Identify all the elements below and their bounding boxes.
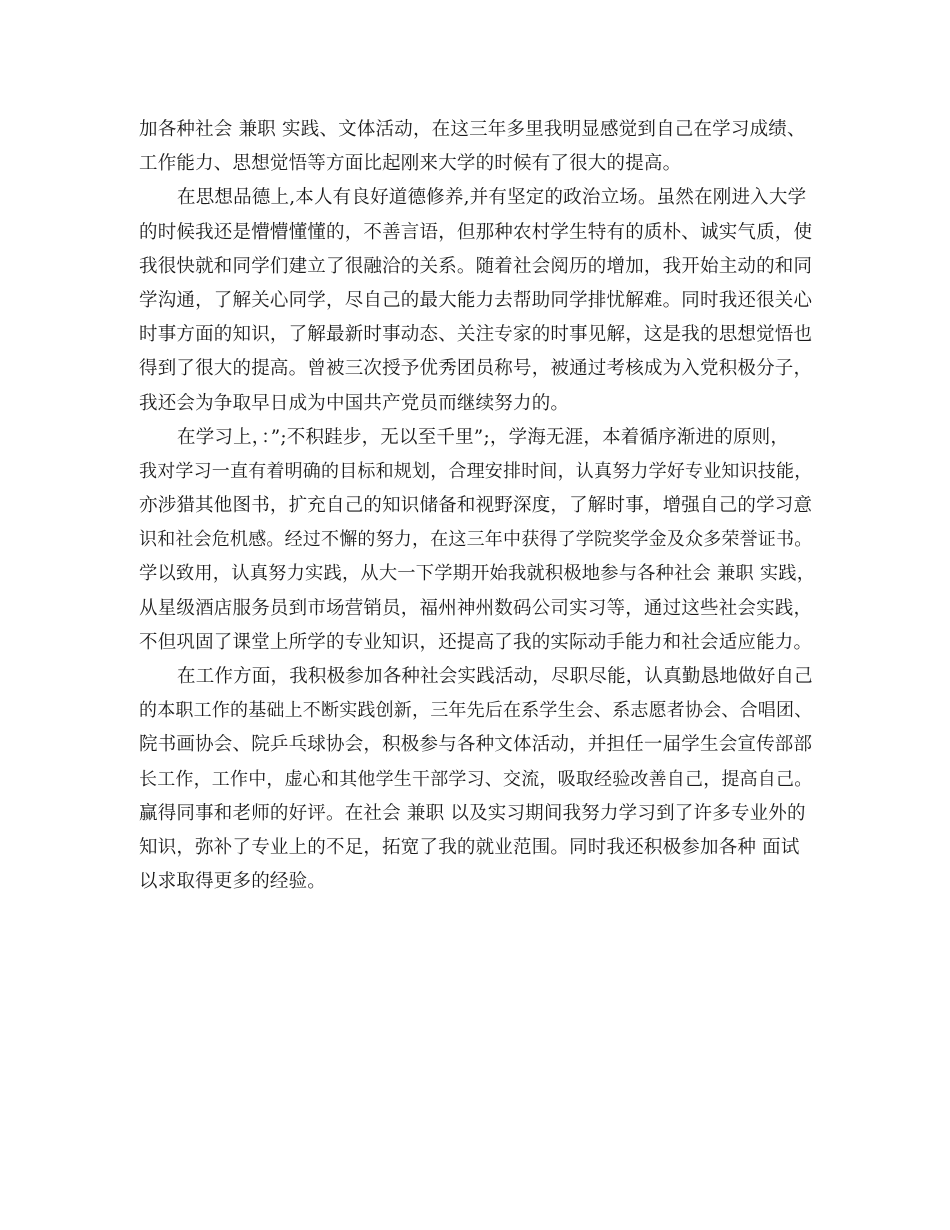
text-line: 在学习上，：”;不积跬步，无以至千里”;，学海无涯，本着循序渐进的原则， bbox=[177, 426, 790, 448]
text-line: 时事方面的知识，了解最新时事动态、关注专家的时事见解，这是我的思想觉悟也 bbox=[139, 324, 813, 346]
text-line: 院书画协会、院乒乓球协会，积极参与各种文体活动，并担任一届学生会宣传部部 bbox=[139, 734, 813, 756]
text-line: 在工作方面，我积极参加各种社会实践活动，尽职尽能，认真勤恳地做好自己 bbox=[177, 666, 813, 687]
text-line: 我对学习一直有着明确的目标和规划，合理安排时间，认真努力学好专业知识技能， bbox=[139, 460, 813, 482]
text-line: 我很快就和同学们建立了很融洽的关系。随着社会阅历的增加，我开始主动的和同 bbox=[139, 255, 813, 277]
text-line: 赢得同事和老师的好评。在社会 兼职 以及实习期间我努力学习到了许多专业外的 bbox=[139, 802, 806, 824]
text-line: 得到了很大的提高。曾被三次授予优秀团员称号，被通过考核成为入党积极分子， bbox=[139, 358, 813, 380]
text-line: 工作能力、思想觉悟等方面比起刚来大学的时候有了很大的提高。 bbox=[139, 153, 682, 175]
text-line: 知识，弥补了专业上的不足，拓宽了我的就业范围。同时我还积极参加各种 面试 bbox=[139, 836, 800, 858]
text-line: 我还会为争取早日成为中国共产党员而继续努力的。 bbox=[139, 392, 570, 414]
text-line: 长工作，工作中，虚心和其他学生干部学习、交流，吸取经验改善自己，提高自己。 bbox=[139, 768, 813, 790]
text-line: 亦涉猎其他图书，扩充自己的知识储备和视野深度，了解时事，增强自己的学习意 bbox=[139, 495, 813, 517]
text-line: 从星级酒店服务员到市场营销员，福州神州数码公司实习等，通过这些社会实践， bbox=[139, 597, 813, 619]
text-line: 的时候我还是懵懵懂懂的，不善言语，但那种农村学生特有的质朴、诚实气质，使 bbox=[139, 221, 813, 243]
text-line: 的本职工作的基础上不断实践创新，三年先后在系学生会、系志愿者协会、合唱团、 bbox=[139, 700, 813, 722]
document-body bbox=[139, 113, 819, 899]
text-line: 识和社会危机感。经过不懈的努力，在这三年中获得了学院奖学金及众多荣誉证书。 bbox=[139, 529, 813, 551]
text-line: 以求取得更多的经验。 bbox=[139, 871, 327, 893]
text-line: 不但巩固了课堂上所学的专业知识，还提高了我的实际动手能力和社会适应能力。 bbox=[139, 631, 813, 653]
text-line: 学沟通，了解关心同学，尽自己的最大能力去帮助同学排忧解难。同时我还很关心 bbox=[139, 289, 813, 311]
text-line: 加各种社会 兼职 实践、文体活动，在这三年多里我明显感觉到自己在学习成绩、 bbox=[139, 119, 806, 140]
text-line: 学以致用，认真努力实践，从大一下学期开始我就积极地参与各种社会 兼职 实践， bbox=[139, 563, 816, 585]
text-line: 在思想品德上,本人有良好道德修养,并有坚定的政治立场。虽然在刚进入大学 bbox=[177, 187, 807, 209]
